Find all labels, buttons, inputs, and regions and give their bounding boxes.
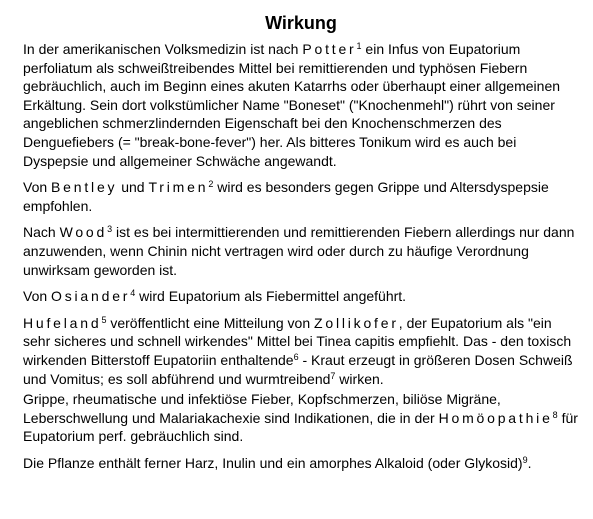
author-name: Osiander <box>51 288 131 305</box>
text: wirken. <box>335 370 384 387</box>
paragraph-osiander <box>23 287 579 306</box>
text: Grippe, rheumatische und infektiöse Fieber, Kopfschmerzen, biliöse Migräne, Leberschwellung und Malariakachexie sind Indikationen, die in der <box>23 391 501 426</box>
text: Von <box>23 288 52 305</box>
author-name: Wood <box>59 224 108 241</box>
footnote-ref[interactable]: 3 <box>107 224 113 235</box>
footnote-ref[interactable]: 8 <box>552 409 558 420</box>
text: ist es bei intermittierenden und remittierenden Fiebern allerdings nur dann anzuwenden, wenn Chinin nicht vertragen wird oder durch zu häufige Verordnung unwirksam geworden ist. <box>23 224 575 278</box>
footnote-ref[interactable]: 2 <box>208 179 214 190</box>
paragraph-homoeopathie <box>23 390 579 446</box>
author-name: Trimen <box>148 179 209 196</box>
text: wird es besonders gegen Grippe und Altersdyspepsie empfohlen. <box>23 179 549 214</box>
text: Die Pflanze enthält ferner Harz, Inulin und ein amorphes Alkaloid (oder Glykosid) <box>23 454 523 471</box>
paragraph-potter <box>23 40 579 170</box>
section-title: Wirkung <box>265 13 337 33</box>
author-name: Potter <box>302 41 357 57</box>
footnote-ref[interactable]: 7 <box>330 370 336 381</box>
footnote-ref[interactable]: 4 <box>130 288 136 299</box>
footnote-ref[interactable]: 6 <box>293 351 299 362</box>
emphasized-term: Homöopathie <box>438 409 553 426</box>
text: veröffentlicht eine Mitteilung von <box>106 314 314 331</box>
footnote-ref[interactable]: 5 <box>101 314 107 325</box>
text: ein Infus von Eupatorium perfoliatum als schweißtreibendes Mittel bei remittierenden und typhösen Fiebern gebräuchlich, auch im Beginn eines akuten Katarrhs oder überhaupt einer allgemeinen Erkältung. Sein dort volkstümlicher Name "Boneset" ("Knochenmehl") rührt von seiner angeblichen schmerzlindernden Eigenschaft bei den Knochenschmerzen des Denguefiebers (= "break-bone-fever") her. Als bitteres Tonikum wird es auch bei Dyspepsie und allgemeiner Schwäche angewandt. <box>23 41 561 169</box>
paragraph-bentley-trimen <box>23 178 579 215</box>
text: Nach <box>23 224 60 241</box>
paragraph-hufeland <box>23 314 579 388</box>
author-name: Bentley <box>51 179 118 196</box>
text: , der Eupatorium als "ein sehr sicheres und schnell wirkendes" Mittel bei Tinea capitis empfiehlt. Das - den toxisch wirkenden Bitterstoff Eupatoriin enthaltende <box>23 314 572 368</box>
author-name: Zollikofer <box>314 314 399 331</box>
text: wird Eupatorium als Fiebermittel angeführt. <box>135 288 407 305</box>
text: und <box>117 179 149 196</box>
text: - Kraut erzeugt in größeren Dosen Schweiß und Vomitus; es soll abführend und wurmtreibend <box>23 351 573 387</box>
footnote-ref[interactable]: 1 <box>356 41 362 51</box>
text: Von <box>23 179 52 196</box>
footnote-ref[interactable]: 9 <box>522 454 528 465</box>
text: . <box>527 454 532 471</box>
text: In der amerikanischen Volksmedizin ist nach <box>23 41 303 57</box>
author-name: Hufeland <box>23 314 102 331</box>
paragraph-inhaltsstoffe <box>23 454 579 473</box>
text: für Eupatorium perf. gebräuchlich sind. <box>23 409 578 445</box>
paragraph-wood <box>23 223 579 279</box>
